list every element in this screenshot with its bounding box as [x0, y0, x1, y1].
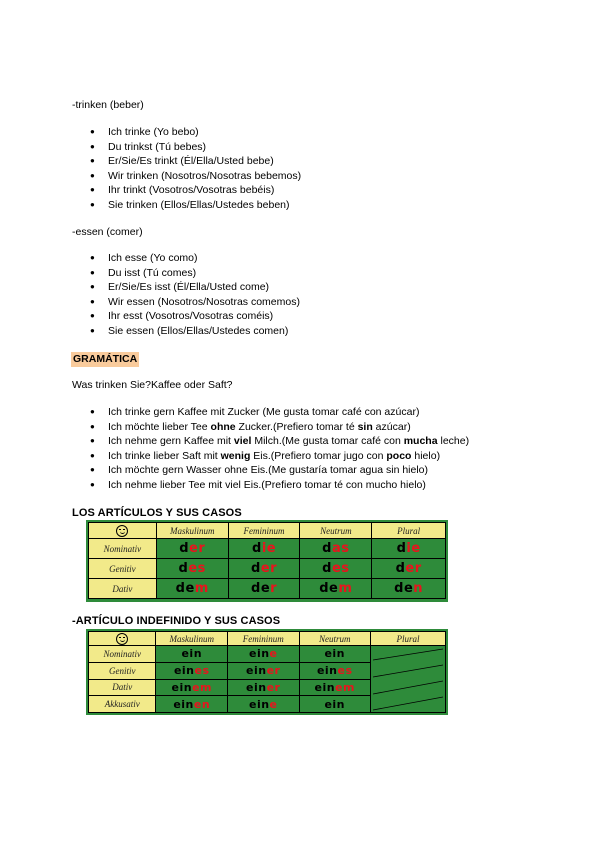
article-cell: der [372, 559, 446, 579]
col-header: Neutrum [300, 523, 372, 539]
case-label: Akkusativ [89, 696, 156, 713]
col-header: Femininum [228, 523, 300, 539]
article-cell: der [228, 579, 300, 599]
article-cell: eines [156, 662, 228, 679]
list-item: ● Er/Sie/Es isst (Él/Ella/Usted come) [90, 280, 300, 295]
article-cell: einen [156, 696, 228, 713]
col-header: Maskulinum [156, 632, 228, 646]
trinken-list [90, 125, 301, 213]
articulos-table [88, 522, 446, 599]
gramatica-list [90, 405, 469, 493]
list-item: ● Er/Sie/Es trinkt (Él/Ella/Usted bebe) [90, 154, 301, 169]
article-cell: einem [156, 679, 228, 696]
list-item: ● Ich nehme lieber Tee mit viel Eis.(Prefiero tomar té con mucho hielo) [90, 478, 469, 493]
article-cell: die [372, 539, 446, 559]
article-cell: eines [299, 662, 370, 679]
list-item: ● Ihr trinkt (Vosotros/Vosotras bebéis) [90, 183, 301, 198]
plural-diagonal-lines [371, 646, 445, 712]
case-label: Genitiv [89, 559, 157, 579]
article-cell: den [372, 579, 446, 599]
list-item: ● Wir trinken (Nosotros/Nosotras bebemos) [90, 169, 301, 184]
col-header: Maskulinum [156, 523, 228, 539]
table-row [89, 579, 446, 599]
case-label: Genitiv [89, 662, 156, 679]
article-cell: des [156, 559, 228, 579]
article-cell: eine [228, 696, 299, 713]
table-row [89, 539, 446, 559]
list-item: ● Du trinkst (Tú bebes) [90, 140, 301, 155]
article-cell: einem [299, 679, 370, 696]
case-label: Nominativ [89, 646, 156, 663]
essen-list [90, 251, 300, 339]
trinken-heading: -trinken (beber) [72, 99, 144, 111]
list-item: ● Ich trinke lieber Saft mit wenig Eis.(Prefiero tomar jugo con poco hielo) [90, 449, 469, 464]
gramatica-question: Was trinken Sie?Kaffee oder Saft? [72, 379, 233, 391]
list-item: ● Sie trinken (Ellos/Ellas/Ustedes beben) [90, 198, 301, 213]
article-cell: der [156, 539, 228, 559]
list-item: ● Ich möchte gern Wasser ohne Eis.(Me gustaría tomar agua sin hielo) [90, 463, 469, 478]
article-cell: des [300, 559, 372, 579]
smiley-cell [89, 632, 156, 646]
article-cell: dem [300, 579, 372, 599]
case-label: Nominativ [89, 539, 157, 559]
list-item: ● Sie essen (Ellos/Ellas/Ustedes comen) [90, 324, 300, 339]
article-cell: ein [299, 696, 370, 713]
article-cell: das [300, 539, 372, 559]
article-cell: dem [156, 579, 228, 599]
list-item: ● Ich trinke gern Kaffee mit Zucker (Me gusta tomar café con azúcar) [90, 405, 469, 420]
list-item: ● Ich nehme gern Kaffee mit viel Milch.(Me gusta tomar café con mucha leche) [90, 434, 469, 449]
article-cell: eine [228, 646, 299, 663]
list-item: ● Ich trinke (Yo bebo) [90, 125, 301, 140]
article-cell: der [228, 559, 300, 579]
col-header: Plural [370, 632, 445, 646]
plural-empty-cell [370, 646, 445, 713]
list-item: ● Ich esse (Yo como) [90, 251, 300, 266]
smiley-icon [116, 633, 128, 645]
col-header: Femininum [228, 632, 299, 646]
list-item: ● Wir essen (Nosotros/Nosotras comemos) [90, 295, 300, 310]
list-item: ● Ich möchte lieber Tee ohne Zucker.(Prefiero tomar té sin azúcar) [90, 420, 469, 435]
case-label: Dativ [89, 679, 156, 696]
article-cell: ein [156, 646, 228, 663]
case-label: Dativ [89, 579, 157, 599]
indefinido-table [88, 631, 446, 713]
smiley-icon [116, 525, 128, 537]
smiley-cell [89, 523, 157, 539]
articulos-title: LOS ARTÍCULOS Y SUS CASOS [72, 507, 242, 519]
list-item: ● Ihr esst (Vosotros/Vosotras coméis) [90, 309, 300, 324]
article-cell: einer [228, 679, 299, 696]
table-row [89, 646, 446, 663]
col-header: Plural [372, 523, 446, 539]
list-item: ● Du isst (Tú comes) [90, 266, 300, 281]
article-cell: die [228, 539, 300, 559]
article-cell: ein [299, 646, 370, 663]
essen-heading: -essen (comer) [72, 226, 143, 238]
article-cell: einer [228, 662, 299, 679]
col-header: Neutrum [299, 632, 370, 646]
table-row [89, 559, 446, 579]
gramatica-title: GRAMÁTICA [73, 353, 138, 365]
indefinido-title: -ARTÍCULO INDEFINIDO Y SUS CASOS [72, 615, 281, 627]
